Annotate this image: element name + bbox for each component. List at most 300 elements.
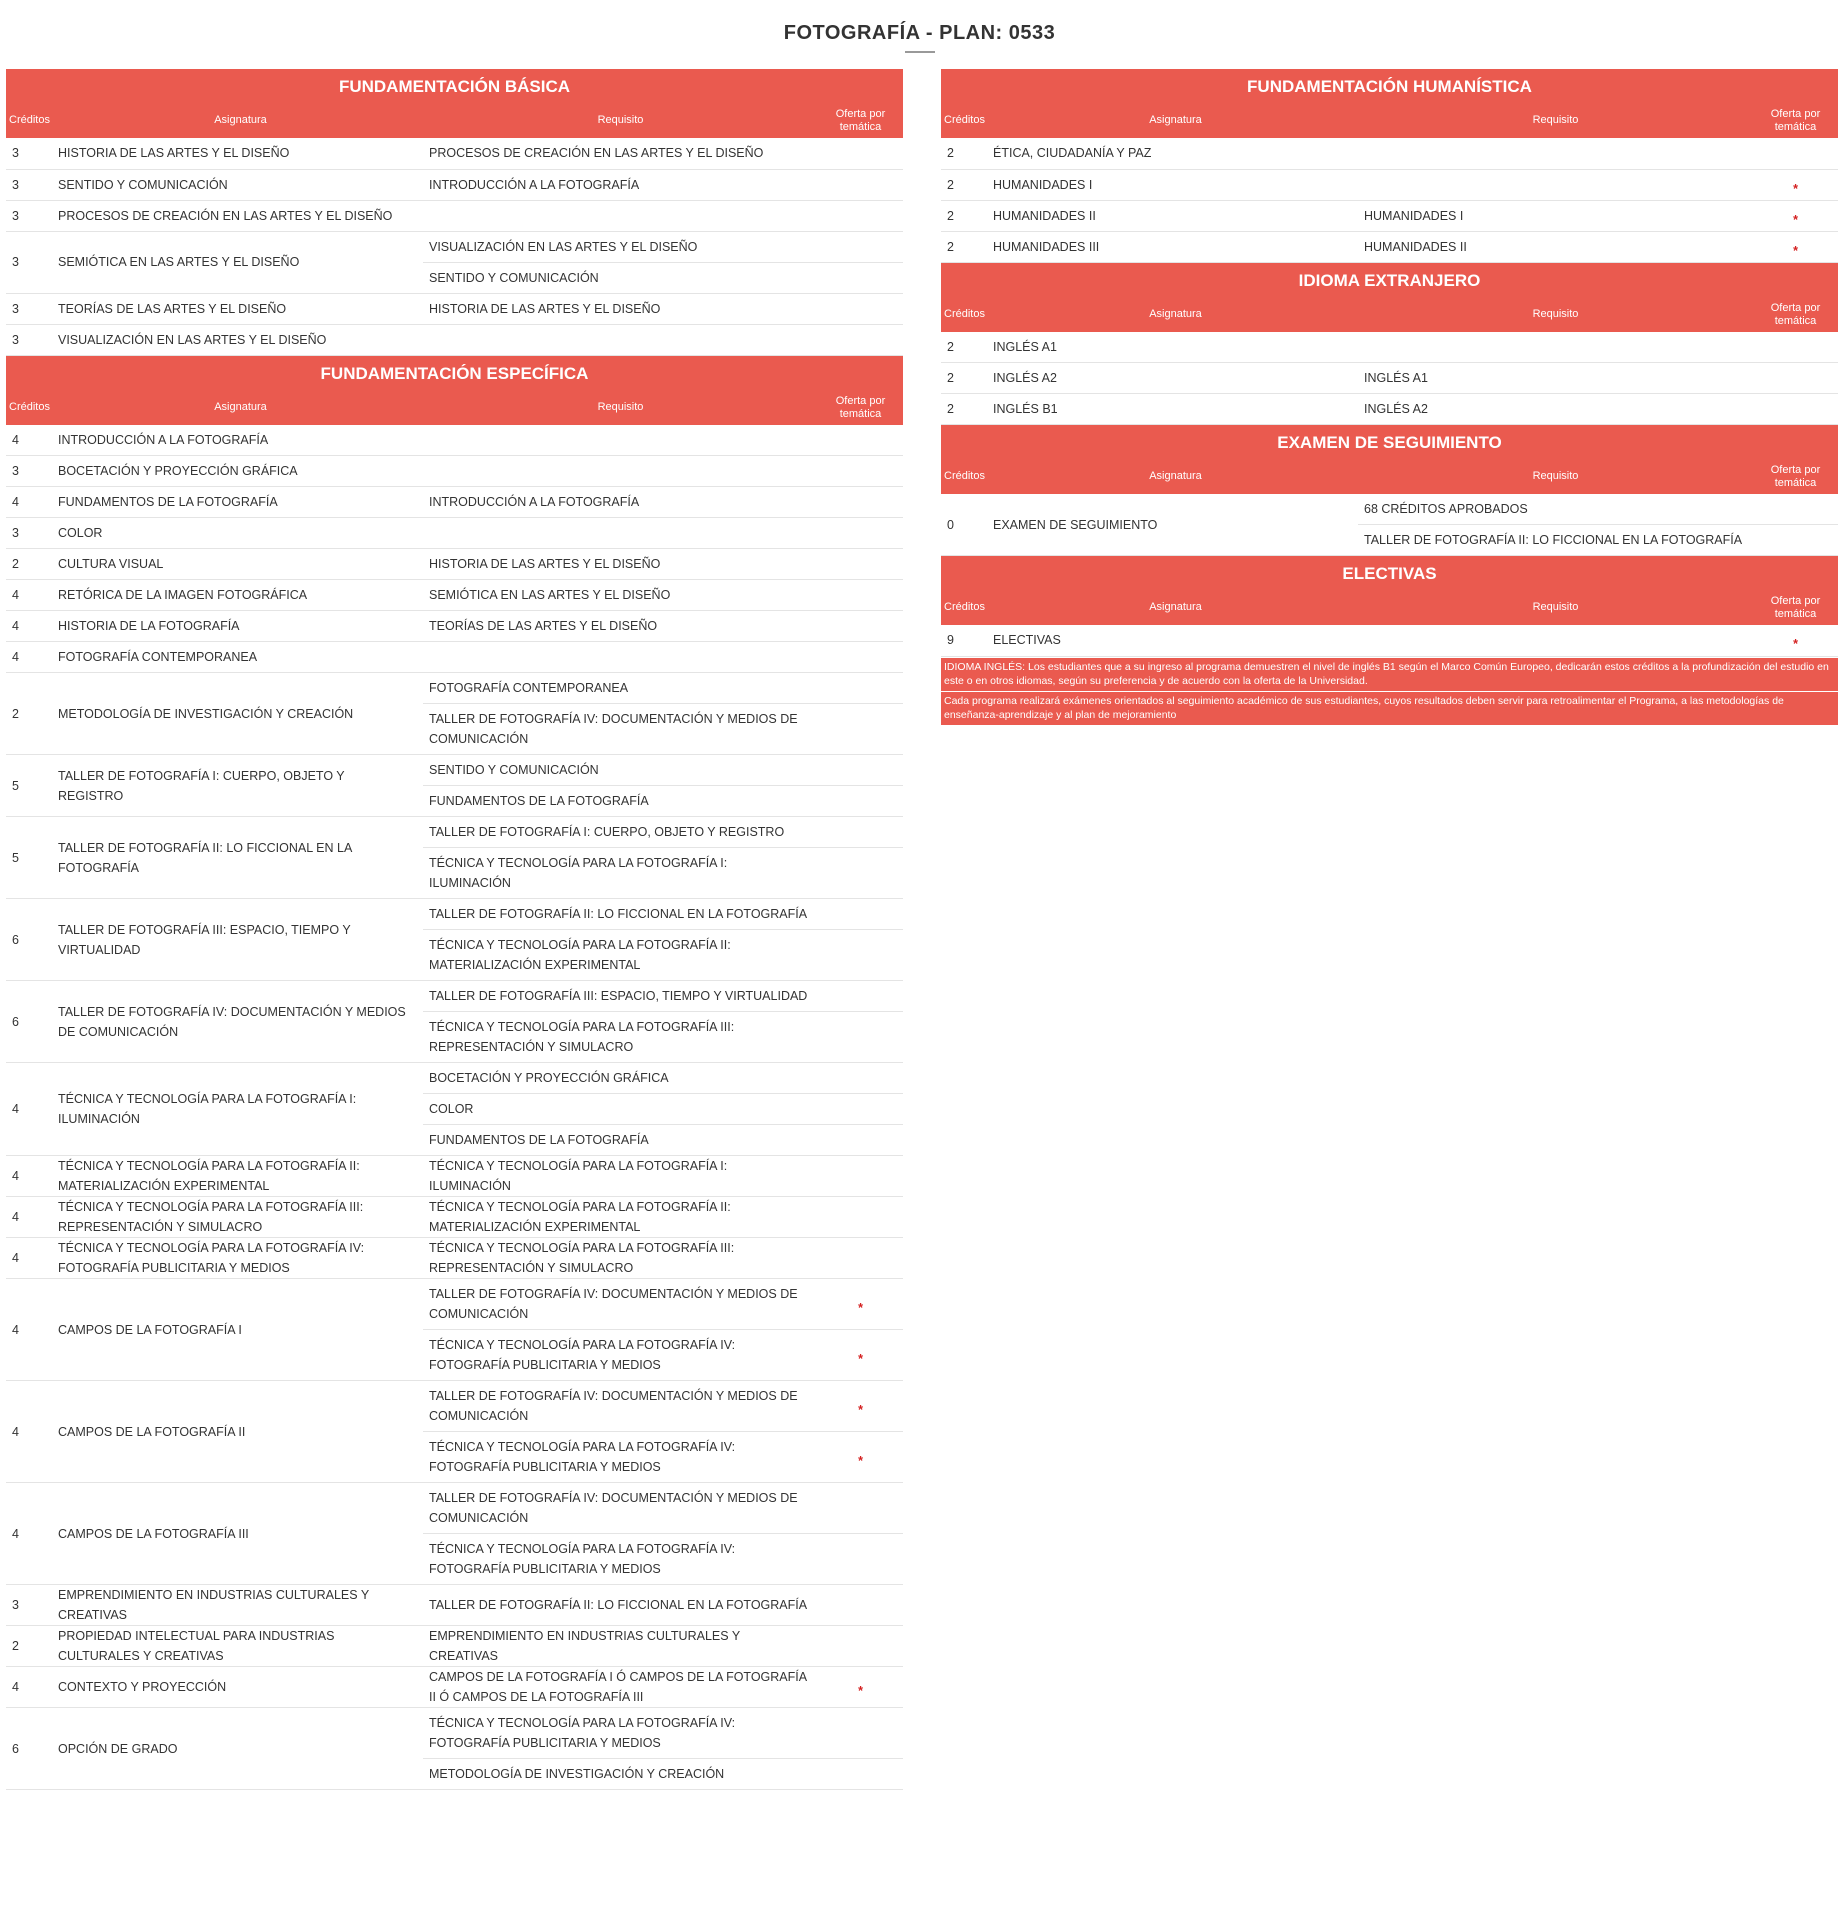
- header-oferta-line1: Oferta por: [1770, 108, 1821, 120]
- course-requirement: TÉCNICA Y TECNOLOGÍA PARA LA FOTOGRAFÍA II: MATERIALIZACIÓN EXPERIMENTAL: [423, 930, 818, 981]
- offer-cell: [818, 848, 903, 899]
- course-requirement: BOCETACIÓN Y PROYECCIÓN GRÁFICA: [423, 1063, 818, 1094]
- course-name: SENTIDO Y COMUNICACIÓN: [58, 169, 423, 200]
- section-title: EXAMEN DE SEGUIMIENTO: [1277, 433, 1502, 452]
- offer-cell: [818, 138, 903, 169]
- header-oferta-line2: temática: [1774, 121, 1817, 133]
- section-humanistica: [941, 69, 1838, 263]
- section-title: FUNDAMENTACIÓN BÁSICA: [338, 77, 571, 96]
- course-requirement: SENTIDO Y COMUNICACIÓN: [423, 755, 818, 786]
- course-requirement: [423, 200, 818, 231]
- course-row: [941, 169, 1838, 200]
- course-requirement: SEMIÓTICA EN LAS ARTES Y EL DISEÑO: [423, 580, 818, 611]
- course-row: [6, 1279, 903, 1330]
- course-requirement: TALLER DE FOTOGRAFÍA II: LO FICCIONAL EN LA FOTOGRAFÍA: [423, 1585, 818, 1626]
- course-row: [6, 1381, 903, 1432]
- course-table: [6, 425, 903, 1791]
- offer-cell: [818, 1626, 903, 1667]
- offer-asterisk-icon: *: [858, 1684, 863, 1698]
- course-name: TALLER DE FOTOGRAFÍA III: ESPACIO, TIEMPO Y VIRTUALIDAD: [58, 899, 423, 981]
- offer-cell: [818, 580, 903, 611]
- course-requirement: TÉCNICA Y TECNOLOGÍA PARA LA FOTOGRAFÍA IV: FOTOGRAFÍA PUBLICITARIA Y MEDIOS: [423, 1432, 818, 1483]
- course-requirement: [1358, 169, 1753, 200]
- offer-cell: [818, 1534, 903, 1585]
- header-asignatura: Asignatura: [1149, 114, 1202, 126]
- offer-cell: [818, 1238, 903, 1279]
- offer-cell: [818, 1432, 903, 1483]
- header-oferta-line1: Oferta por: [835, 394, 886, 407]
- course-credits: 3: [6, 200, 58, 231]
- offer-cell: [818, 1197, 903, 1238]
- column-headers: [941, 104, 1838, 138]
- course-name: FUNDAMENTOS DE LA FOTOGRAFÍA: [58, 487, 423, 518]
- offer-cell: [818, 611, 903, 642]
- course-requirement: TÉCNICA Y TECNOLOGÍA PARA LA FOTOGRAFÍA III: REPRESENTACIÓN Y SIMULACRO: [423, 1238, 818, 1279]
- course-credits: 0: [941, 494, 993, 556]
- header-oferta-line2: temática: [1774, 314, 1817, 327]
- course-row: [6, 1585, 903, 1626]
- header-creditos: Créditos: [944, 307, 985, 320]
- course-table: [941, 138, 1838, 263]
- course-requirement: TALLER DE FOTOGRAFÍA III: ESPACIO, TIEMPO Y VIRTUALIDAD: [423, 981, 818, 1012]
- header-creditos: Créditos: [944, 114, 985, 126]
- course-requirement: COLOR: [423, 1094, 818, 1125]
- header-asignatura: Asignatura: [214, 114, 267, 126]
- header-oferta: [818, 108, 903, 138]
- course-table: [6, 138, 903, 356]
- course-name: INGLÉS B1: [993, 394, 1358, 425]
- course-requirement: TALLER DE FOTOGRAFÍA IV: DOCUMENTACIÓN Y MEDIOS DE COMUNICACIÓN: [423, 704, 818, 755]
- course-requirement: HUMANIDADES I: [1358, 200, 1753, 231]
- section-examen: [941, 425, 1838, 556]
- course-credits: 4: [6, 487, 58, 518]
- header-oferta: [1753, 464, 1838, 494]
- course-credits: 4: [6, 1156, 58, 1197]
- column-headers: [941, 298, 1838, 332]
- header-requisito: Requisito: [1532, 470, 1579, 482]
- column-headers: [6, 104, 903, 138]
- offer-cell: [818, 1585, 903, 1626]
- course-credits: 4: [6, 1279, 58, 1381]
- course-name: TÉCNICA Y TECNOLOGÍA PARA LA FOTOGRAFÍA IV: FOTOGRAFÍA PUBLICITARIA Y MEDIOS: [58, 1238, 423, 1279]
- offer-asterisk-icon: *: [858, 1403, 863, 1417]
- course-name: INTRODUCCIÓN A LA FOTOGRAFÍA: [58, 425, 423, 456]
- course-row: [6, 518, 903, 549]
- course-name: EXAMEN DE SEGUIMIENTO: [993, 494, 1358, 556]
- course-requirement: [423, 324, 818, 355]
- course-requirement: TALLER DE FOTOGRAFÍA II: LO FICCIONAL EN LA FOTOGRAFÍA: [1358, 525, 1753, 556]
- course-row: [941, 494, 1838, 525]
- course-name: ÉTICA, CIUDADANÍA Y PAZ: [993, 138, 1358, 169]
- course-row: [6, 642, 903, 673]
- header-asignatura: Asignatura: [214, 400, 267, 413]
- course-row: [6, 487, 903, 518]
- header-oferta-line2: temática: [839, 407, 882, 420]
- offer-cell: [818, 293, 903, 324]
- page-title: FOTOGRAFÍA - PLAN: 0533: [783, 22, 1056, 44]
- course-name: VISUALIZACIÓN EN LAS ARTES Y EL DISEÑO: [58, 324, 423, 355]
- course-name: CULTURA VISUAL: [58, 549, 423, 580]
- column-headers: [6, 391, 903, 425]
- course-row: [6, 580, 903, 611]
- offer-cell: [818, 1063, 903, 1094]
- header-oferta-line2: temática: [1774, 477, 1817, 489]
- course-name: FOTOGRAFÍA CONTEMPORANEA: [58, 642, 423, 673]
- offer-cell: [818, 231, 903, 262]
- course-row: [6, 200, 903, 231]
- course-row: [6, 425, 903, 456]
- course-credits: 9: [941, 625, 993, 656]
- offer-cell: [818, 817, 903, 848]
- course-requirement: TALLER DE FOTOGRAFÍA I: CUERPO, OBJETO Y REGISTRO: [423, 817, 818, 848]
- course-row: [6, 1626, 903, 1667]
- course-credits: 4: [6, 611, 58, 642]
- section-electivas: [941, 556, 1838, 657]
- offer-cell: [1753, 231, 1838, 262]
- header-oferta-line1: Oferta por: [1770, 464, 1821, 476]
- course-name: CAMPOS DE LA FOTOGRAFÍA I: [58, 1279, 423, 1381]
- course-requirement: [1358, 625, 1753, 656]
- course-name: EMPRENDIMIENTO EN INDUSTRIAS CULTURALES Y CREATIVAS: [58, 1585, 423, 1626]
- course-row: [6, 169, 903, 200]
- offer-cell: [818, 200, 903, 231]
- course-credits: 4: [6, 1483, 58, 1585]
- offer-cell: [818, 642, 903, 673]
- offer-cell: [818, 755, 903, 786]
- section-header: [6, 69, 903, 138]
- header-oferta: [1753, 108, 1838, 138]
- course-credits: 2: [941, 332, 993, 363]
- course-table: [941, 494, 1838, 556]
- course-credits: 2: [941, 394, 993, 425]
- offer-asterisk-icon: *: [858, 1352, 863, 1366]
- course-requirement: HISTORIA DE LAS ARTES Y EL DISEÑO: [423, 293, 818, 324]
- header-asignatura: Asignatura: [1149, 470, 1202, 482]
- course-requirement: 68 CRÉDITOS APROBADOS: [1358, 494, 1753, 525]
- header-creditos: Créditos: [944, 470, 985, 482]
- course-credits: 2: [6, 673, 58, 755]
- header-asignatura: Asignatura: [1149, 601, 1202, 613]
- course-credits: 5: [6, 755, 58, 817]
- course-name: HUMANIDADES I: [993, 169, 1358, 200]
- course-row: [6, 1483, 903, 1534]
- course-row: [6, 1063, 903, 1094]
- course-credits: 4: [6, 1197, 58, 1238]
- course-row: [941, 625, 1838, 656]
- offer-cell: [818, 704, 903, 755]
- course-row: [6, 231, 903, 262]
- course-row: [941, 200, 1838, 231]
- course-requirement: INGLÉS A2: [1358, 394, 1753, 425]
- offer-asterisk-icon: *: [858, 1301, 863, 1315]
- course-credits: 3: [6, 293, 58, 324]
- title-underline: [905, 51, 935, 53]
- offer-cell: [818, 169, 903, 200]
- offer-asterisk-icon: *: [858, 1454, 863, 1468]
- course-credits: 4: [6, 1381, 58, 1483]
- course-credits: 6: [6, 1708, 58, 1790]
- course-credits: 2: [941, 138, 993, 169]
- course-name: PROCESOS DE CREACIÓN EN LAS ARTES Y EL DISEÑO: [58, 200, 423, 231]
- course-credits: 3: [6, 456, 58, 487]
- course-row: [6, 138, 903, 169]
- offer-cell: [818, 786, 903, 817]
- course-requirement: INTRODUCCIÓN A LA FOTOGRAFÍA: [423, 487, 818, 518]
- course-requirement: SENTIDO Y COMUNICACIÓN: [423, 262, 818, 293]
- course-requirement: FUNDAMENTOS DE LA FOTOGRAFÍA: [423, 786, 818, 817]
- offer-cell: [818, 899, 903, 930]
- course-requirement: TÉCNICA Y TECNOLOGÍA PARA LA FOTOGRAFÍA I: ILUMINACIÓN: [423, 1156, 818, 1197]
- course-name: BOCETACIÓN Y PROYECCIÓN GRÁFICA: [58, 456, 423, 487]
- course-requirement: [423, 518, 818, 549]
- offer-cell: [818, 549, 903, 580]
- course-requirement: [1358, 138, 1753, 169]
- header-oferta-line1: Oferta por: [835, 108, 886, 120]
- offer-cell: [818, 1012, 903, 1063]
- course-row: [941, 394, 1838, 425]
- offer-cell: [1753, 169, 1838, 200]
- header-creditos: Créditos: [9, 114, 50, 126]
- section-title: IDIOMA EXTRANJERO: [1298, 270, 1481, 290]
- course-row: [6, 755, 903, 786]
- course-requirement: TÉCNICA Y TECNOLOGÍA PARA LA FOTOGRAFÍA IV: FOTOGRAFÍA PUBLICITARIA Y MEDIOS: [423, 1330, 818, 1381]
- course-credits: 3: [6, 138, 58, 169]
- course-requirement: EMPRENDIMIENTO EN INDUSTRIAS CULTURALES Y CREATIVAS: [423, 1626, 818, 1667]
- course-credits: 3: [6, 518, 58, 549]
- course-name: RETÓRICA DE LA IMAGEN FOTOGRÁFICA: [58, 580, 423, 611]
- offer-cell: [818, 930, 903, 981]
- header-oferta: [1753, 595, 1838, 625]
- section-title: ELECTIVAS: [1342, 564, 1437, 583]
- course-row: [941, 363, 1838, 394]
- offer-asterisk-icon: *: [1793, 212, 1798, 227]
- offer-cell: [818, 1381, 903, 1432]
- course-credits: 4: [6, 1238, 58, 1279]
- offer-cell: [818, 324, 903, 355]
- course-name: HUMANIDADES II: [993, 200, 1358, 231]
- course-requirement: VISUALIZACIÓN EN LAS ARTES Y EL DISEÑO: [423, 231, 818, 262]
- offer-cell: [818, 518, 903, 549]
- course-name: TALLER DE FOTOGRAFÍA II: LO FICCIONAL EN LA FOTOGRAFÍA: [58, 817, 423, 899]
- course-table: [941, 332, 1838, 426]
- offer-cell: [818, 673, 903, 704]
- note-idioma-ingles: IDIOMA INGLÉS: Los estudiantes que a su ingreso al programa demuestren el nivel de inglés B1 según el Marco Común Europeo, dedicarán estos créditos a la profundización del estudio en este o en otros idiomas, según su preferencia y de acuerdo con la oferta de la Universidad.: [941, 658, 1838, 691]
- header-oferta-line1: Oferta por: [1770, 595, 1821, 607]
- course-credits: 3: [6, 324, 58, 355]
- header-oferta-line1: Oferta por: [1770, 301, 1821, 314]
- header-requisito: Requisito: [597, 114, 644, 126]
- course-name: SEMIÓTICA EN LAS ARTES Y EL DISEÑO: [58, 231, 423, 293]
- course-requirement: TÉCNICA Y TECNOLOGÍA PARA LA FOTOGRAFÍA III: REPRESENTACIÓN Y SIMULACRO: [423, 1012, 818, 1063]
- course-credits: 2: [6, 1626, 58, 1667]
- course-row: [6, 324, 903, 355]
- course-row: [6, 1667, 903, 1708]
- offer-cell: [818, 1708, 903, 1759]
- course-name: TEORÍAS DE LAS ARTES Y EL DISEÑO: [58, 293, 423, 324]
- course-requirement: HISTORIA DE LAS ARTES Y EL DISEÑO: [423, 549, 818, 580]
- course-row: [6, 456, 903, 487]
- course-requirement: TÉCNICA Y TECNOLOGÍA PARA LA FOTOGRAFÍA IV: FOTOGRAFÍA PUBLICITARIA Y MEDIOS: [423, 1534, 818, 1585]
- offer-cell: [818, 1483, 903, 1534]
- offer-cell: [818, 487, 903, 518]
- course-name: CAMPOS DE LA FOTOGRAFÍA III: [58, 1483, 423, 1585]
- course-requirement: TÉCNICA Y TECNOLOGÍA PARA LA FOTOGRAFÍA I: ILUMINACIÓN: [423, 848, 818, 899]
- course-name: ELECTIVAS: [993, 625, 1358, 656]
- section-header: [941, 69, 1838, 138]
- course-row: [941, 231, 1838, 262]
- course-credits: 3: [6, 1585, 58, 1626]
- header-asignatura: Asignatura: [1149, 307, 1202, 320]
- course-credits: 2: [6, 549, 58, 580]
- course-credits: 4: [6, 1667, 58, 1708]
- offer-cell: [1753, 332, 1838, 363]
- course-row: [6, 1708, 903, 1759]
- course-requirement: TALLER DE FOTOGRAFÍA IV: DOCUMENTACIÓN Y MEDIOS DE COMUNICACIÓN: [423, 1483, 818, 1534]
- course-row: [6, 817, 903, 848]
- course-requirement: TEORÍAS DE LAS ARTES Y EL DISEÑO: [423, 611, 818, 642]
- offer-cell: [818, 1330, 903, 1381]
- offer-cell: [818, 981, 903, 1012]
- course-row: [941, 332, 1838, 363]
- course-name: INGLÉS A2: [993, 363, 1358, 394]
- header-requisito: Requisito: [1532, 601, 1579, 613]
- course-name: TÉCNICA Y TECNOLOGÍA PARA LA FOTOGRAFÍA III: REPRESENTACIÓN Y SIMULACRO: [58, 1197, 423, 1238]
- offer-cell: [818, 1094, 903, 1125]
- header-creditos: Créditos: [9, 400, 50, 413]
- course-credits: 5: [6, 817, 58, 899]
- course-row: [6, 1156, 903, 1197]
- offer-cell: [818, 262, 903, 293]
- course-credits: 2: [941, 200, 993, 231]
- course-table: [941, 625, 1838, 657]
- course-requirement: INTRODUCCIÓN A LA FOTOGRAFÍA: [423, 169, 818, 200]
- offer-cell: [1753, 394, 1838, 425]
- header-oferta-line2: temática: [839, 121, 882, 133]
- section-header: [941, 263, 1838, 332]
- course-name: COLOR: [58, 518, 423, 549]
- course-requirement: HUMANIDADES II: [1358, 231, 1753, 262]
- course-requirement: METODOLOGÍA DE INVESTIGACIÓN Y CREACIÓN: [423, 1759, 818, 1790]
- course-requirement: CAMPOS DE LA FOTOGRAFÍA I Ó CAMPOS DE LA FOTOGRAFÍA II Ó CAMPOS DE LA FOTOGRAFÍA III: [423, 1667, 818, 1708]
- column-headers: [941, 591, 1838, 625]
- course-row: [6, 899, 903, 930]
- course-credits: 3: [6, 169, 58, 200]
- course-credits: 2: [941, 363, 993, 394]
- header-creditos: Créditos: [944, 601, 985, 613]
- offer-asterisk-icon: *: [1793, 637, 1798, 652]
- course-credits: 6: [6, 899, 58, 981]
- offer-cell: [1753, 494, 1838, 525]
- course-credits: 2: [941, 231, 993, 262]
- course-requirement: TÉCNICA Y TECNOLOGÍA PARA LA FOTOGRAFÍA IV: FOTOGRAFÍA PUBLICITARIA Y MEDIOS: [423, 1708, 818, 1759]
- offer-cell: [1753, 200, 1838, 231]
- course-requirement: PROCESOS DE CREACIÓN EN LAS ARTES Y EL DISEÑO: [423, 138, 818, 169]
- offer-cell: [818, 456, 903, 487]
- section-header: [941, 425, 1838, 494]
- course-name: TALLER DE FOTOGRAFÍA IV: DOCUMENTACIÓN Y MEDIOS DE COMUNICACIÓN: [58, 981, 423, 1063]
- offer-cell: [818, 1667, 903, 1708]
- course-row: [6, 293, 903, 324]
- course-credits: 6: [6, 981, 58, 1063]
- header-oferta: [1753, 302, 1838, 332]
- header-requisito: Requisito: [1532, 114, 1579, 126]
- right-column: [941, 69, 1838, 725]
- course-requirement: TALLER DE FOTOGRAFÍA IV: DOCUMENTACIÓN Y MEDIOS DE COMUNICACIÓN: [423, 1279, 818, 1330]
- offer-cell: [1753, 363, 1838, 394]
- course-requirement: [423, 642, 818, 673]
- course-credits: 4: [6, 425, 58, 456]
- course-credits: 4: [6, 1063, 58, 1156]
- section-especifica: [6, 356, 903, 1791]
- course-row: [6, 549, 903, 580]
- section-basica: [6, 69, 903, 356]
- offer-asterisk-icon: *: [1793, 243, 1798, 258]
- course-requirement: [423, 425, 818, 456]
- course-row: [6, 611, 903, 642]
- section-header: [6, 356, 903, 425]
- note-examenes: Cada programa realizará exámenes orientados al seguimiento académico de sus estudiantes, cuyos resultados deben servir para retroalimentar el Programa, a las metodologías de enseñanza-aprendizaje y al plan de mejoramiento: [941, 692, 1838, 725]
- course-credits: 4: [6, 642, 58, 673]
- header-requisito: Requisito: [1532, 307, 1579, 320]
- course-requirement: FUNDAMENTOS DE LA FOTOGRAFÍA: [423, 1125, 818, 1156]
- course-name: METODOLOGÍA DE INVESTIGACIÓN Y CREACIÓN: [58, 673, 423, 755]
- course-row: [6, 1238, 903, 1279]
- course-requirement: INGLÉS A1: [1358, 363, 1753, 394]
- section-title: FUNDAMENTACIÓN ESPECÍFICA: [320, 363, 589, 383]
- offer-cell: [1753, 525, 1838, 556]
- left-column: [6, 69, 903, 1790]
- course-requirement: TALLER DE FOTOGRAFÍA II: LO FICCIONAL EN LA FOTOGRAFÍA: [423, 899, 818, 930]
- section-header: [941, 556, 1838, 625]
- header-oferta-line2: temática: [1774, 608, 1817, 620]
- course-name: INGLÉS A1: [993, 332, 1358, 363]
- course-name: OPCIÓN DE GRADO: [58, 1708, 423, 1790]
- offer-cell: [818, 1279, 903, 1330]
- course-name: CONTEXTO Y PROYECCIÓN: [58, 1667, 423, 1708]
- course-row: [6, 981, 903, 1012]
- course-name: HISTORIA DE LAS ARTES Y EL DISEÑO: [58, 138, 423, 169]
- course-requirement: [423, 456, 818, 487]
- offer-cell: [818, 1125, 903, 1156]
- course-requirement: FOTOGRAFÍA CONTEMPORANEA: [423, 673, 818, 704]
- course-name: HISTORIA DE LA FOTOGRAFÍA: [58, 611, 423, 642]
- course-row: [6, 1197, 903, 1238]
- course-name: TALLER DE FOTOGRAFÍA I: CUERPO, OBJETO Y REGISTRO: [58, 755, 423, 817]
- course-name: PROPIEDAD INTELECTUAL PARA INDUSTRIAS CULTURALES Y CREATIVAS: [58, 1626, 423, 1667]
- course-credits: 3: [6, 231, 58, 293]
- course-name: TÉCNICA Y TECNOLOGÍA PARA LA FOTOGRAFÍA II: MATERIALIZACIÓN EXPERIMENTAL: [58, 1156, 423, 1197]
- course-name: TÉCNICA Y TECNOLOGÍA PARA LA FOTOGRAFÍA I: ILUMINACIÓN: [58, 1063, 423, 1156]
- section-idioma: [941, 263, 1838, 426]
- column-headers: [941, 460, 1838, 494]
- course-requirement: TALLER DE FOTOGRAFÍA IV: DOCUMENTACIÓN Y MEDIOS DE COMUNICACIÓN: [423, 1381, 818, 1432]
- offer-asterisk-icon: *: [1793, 181, 1798, 196]
- header-requisito: Requisito: [597, 400, 644, 413]
- header-oferta: [818, 395, 903, 425]
- offer-cell: [818, 1156, 903, 1197]
- course-name: HUMANIDADES III: [993, 231, 1358, 262]
- course-requirement: [1358, 332, 1753, 363]
- course-row: [941, 138, 1838, 169]
- offer-cell: [1753, 138, 1838, 169]
- course-requirement: TÉCNICA Y TECNOLOGÍA PARA LA FOTOGRAFÍA II: MATERIALIZACIÓN EXPERIMENTAL: [423, 1197, 818, 1238]
- course-row: [6, 673, 903, 704]
- section-title: FUNDAMENTACIÓN HUMANÍSTICA: [1247, 77, 1532, 96]
- offer-cell: [818, 1759, 903, 1790]
- course-credits: 2: [941, 169, 993, 200]
- offer-cell: [1753, 625, 1838, 656]
- course-credits: 4: [6, 580, 58, 611]
